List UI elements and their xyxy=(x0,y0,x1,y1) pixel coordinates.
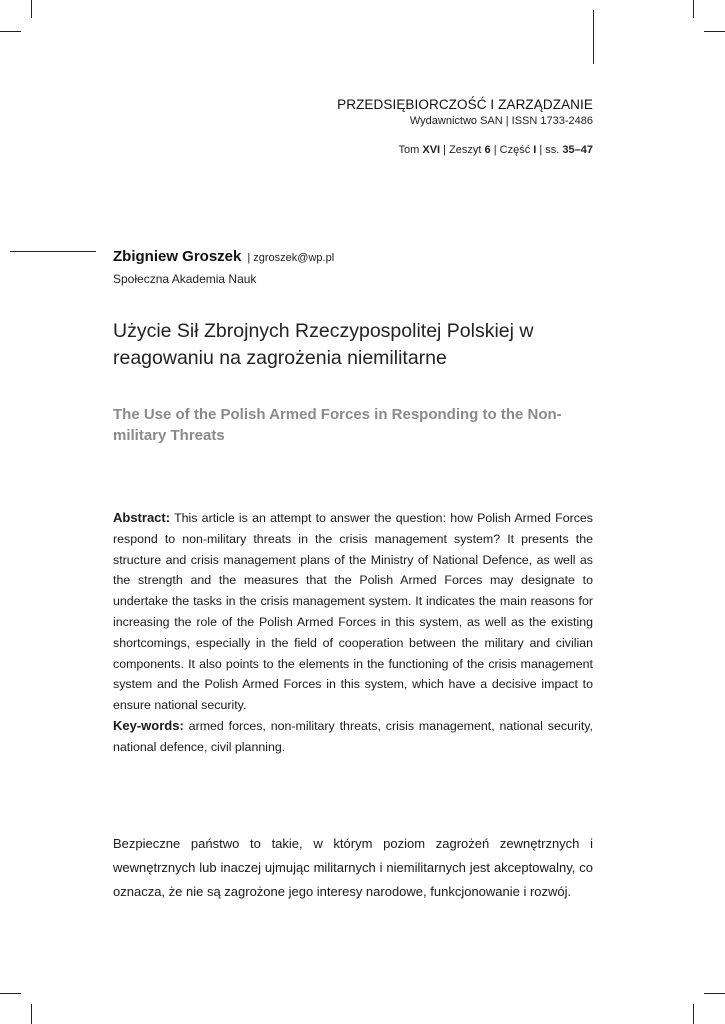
issue-czesc: I xyxy=(533,144,537,156)
keywords-text: armed forces, non-military threats, crisis management, national security, national defence, civil planning. xyxy=(113,718,593,754)
journal-header xyxy=(337,97,593,156)
body-paragraph: Bezpieczne państwo to takie, w którym poziom zagrożeń zewnętrznych i wewnętrznych lub inaczej ujmując militarnych i niemilitarnych jest akceptowalny, co oznacza, że nie są zagrożone jego interesy narodowe, funkcjonowanie i rozwój. xyxy=(113,836,593,899)
issue-pages: 35–47 xyxy=(562,144,593,156)
crop-mark-top-right-margin-line xyxy=(593,10,594,64)
issue-pages-label: | ss. xyxy=(536,144,563,156)
issue-zeszyt-label: | Zeszyt xyxy=(440,144,485,156)
author-rule xyxy=(10,251,96,252)
article-title-english: The Use of the Polish Armed Forces in Responding to the Non-military Threats xyxy=(113,406,562,444)
author-email: | zgroszek@wp.pl xyxy=(247,252,335,264)
issue-tom: XVI xyxy=(422,144,441,156)
abstract-text: This article is an attempt to answer the question: how Polish Armed Forces respond to non-military threats in the crisis management system? It presents the structure and crisis management plans of the Ministry of National Defence, as well as the strength and the measures that the Polish Armed Forces may designate to undertake the tasks in the crisis management system. It indicates the main reasons for increasing the role of the Polish Armed Forces in this system, as well as the existing shortcomings, especially in the field of cooperation between the military and civilian components. It also points to the elements in the functioning of the crisis management system and the Polish Armed Forces in this system, which have a decisive impact to ensure national security. xyxy=(113,511,593,713)
author-affiliation: Społeczna Akademia Nauk xyxy=(113,272,257,286)
article-title-polish: Użycie Sił Zbrojnych Rzeczypospolitej Polskiej w reagowaniu na zagrożenia niemilitarne xyxy=(113,320,534,369)
author-name: Zbigniew Groszek xyxy=(113,248,242,265)
author-block xyxy=(113,248,334,286)
keywords-label: Key-words: xyxy=(113,717,184,733)
journal-name: PRZEDSIĘBIORCZOŚĆ I ZARZĄDZANIE xyxy=(337,97,593,112)
crop-mark-top-right-vertical xyxy=(693,0,694,18)
issue-czesc-label: | Część xyxy=(490,144,534,156)
crop-mark-top-right-horizontal xyxy=(704,31,725,32)
abstract-paragraph xyxy=(113,508,593,716)
crop-mark-bottom-right-horizontal xyxy=(704,993,725,994)
crop-mark-bottom-right-vertical xyxy=(693,1004,694,1024)
keywords-paragraph xyxy=(113,716,593,758)
issue-info xyxy=(337,144,593,156)
issue-zeszyt: 6 xyxy=(484,144,491,156)
crop-mark-top-left-horizontal xyxy=(0,31,21,32)
crop-mark-bottom-left-horizontal xyxy=(0,993,21,994)
issue-tom-label: Tom xyxy=(398,144,423,156)
crop-mark-top-left-vertical xyxy=(31,0,32,18)
publisher-info: Wydawnictwo SAN | ISSN 1733-2486 xyxy=(409,115,593,127)
crop-mark-bottom-left-vertical xyxy=(31,1004,32,1024)
abstract-label: Abstract: xyxy=(113,510,171,525)
abstract-section xyxy=(113,508,593,758)
